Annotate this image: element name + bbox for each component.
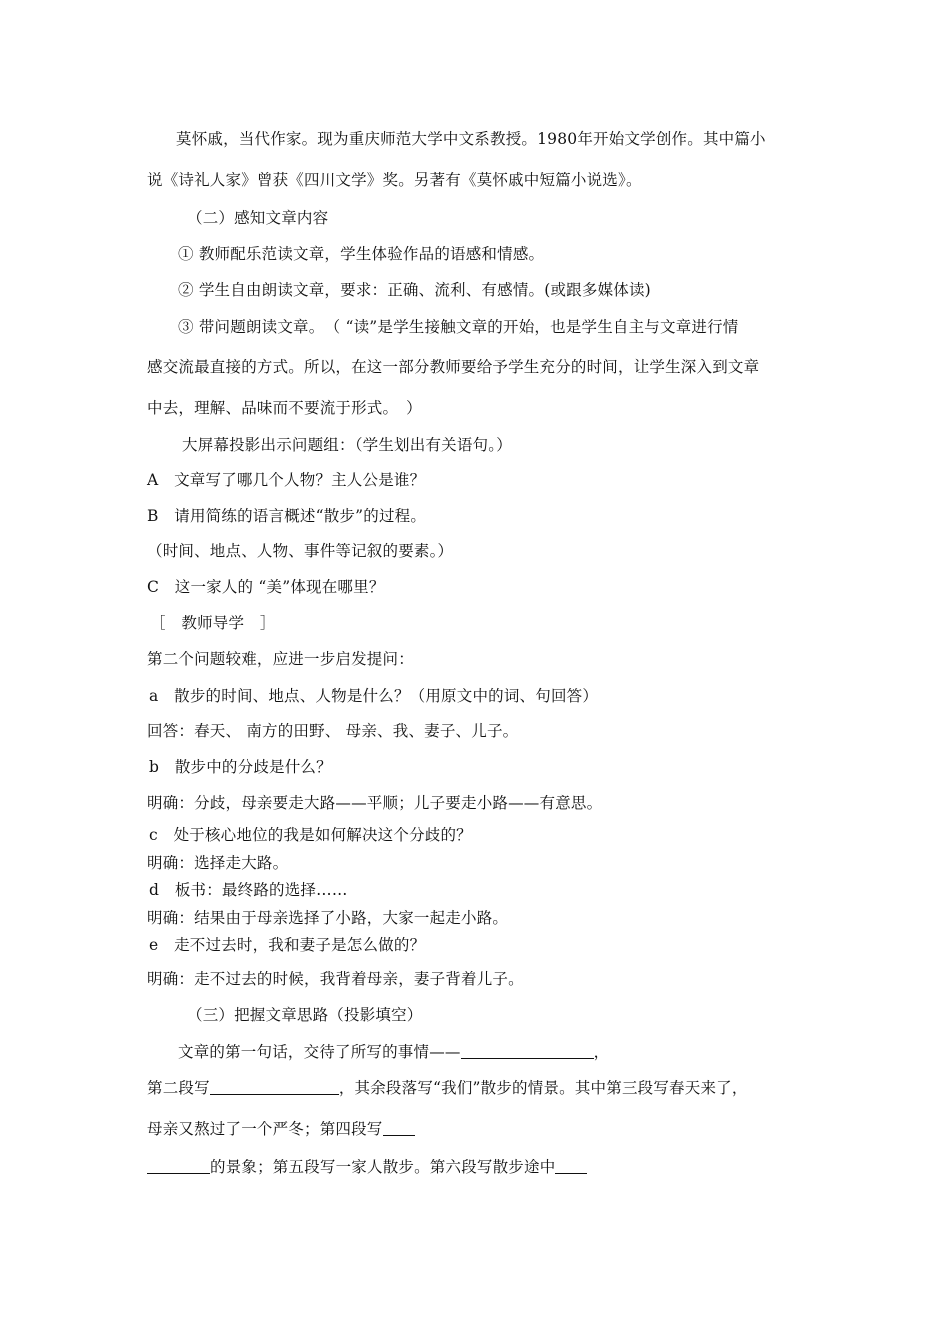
question-b: B 请用简练的语言概述“散步”的过程。 [147,507,427,525]
step-3-line-2: 感交流最直接的方式。所以，在这一部分教师要给予学生充分的时间，让学生深入到文章 [147,358,760,376]
guide-e: e 走不过去时，我和妻子是怎么做的？ [149,936,426,954]
guide-d: d 板书：最终路的选择…… [149,881,348,899]
question-c: C 这一家人的 “美”体现在哪里？ [147,578,385,596]
step-3-line-3: 中去，理解、品味而不要流于形式。 ） [147,399,422,417]
section-heading-3: （三）把握文章思路（投影填空） [187,1006,423,1024]
fill-text: ，其余段落写“我们”散步的情景。其中第三段写春天来了， [338,1079,748,1097]
step-3-line-1: ③ 带问题朗读文章。 （ “读”是学生接触文章的开始，也是学生自主与文章进行情 [178,318,739,336]
fill-line-4 [147,1155,587,1177]
fill-line-3 [147,1117,415,1139]
question-b-note: （时间、地点、人物、事件等记叙的要素。） [147,542,454,560]
step-2: ② 学生自由朗读文章，要求：正确、流利、有感情。(或跟多媒体读) [178,281,651,299]
answer-d: 明确：结果由于母亲选择了小路，大家一起走小路。 [147,909,509,927]
fill-blank [210,1079,339,1096]
bio-line-1: 莫怀戚，当代作家。现为重庆师范大学中文系教授。1980年开始文学创作。其中篇小 [176,130,766,148]
step-1: ① 教师配乐范读文章，学生体验作品的语感和情感。 [178,245,545,263]
guide-c: c 处于核心地位的我是如何解决这个分歧的？ [149,826,472,844]
fill-blank [383,1120,415,1137]
answer-e: 明确：走不过去的时候，我背着母亲，妻子背着儿子。 [147,970,524,988]
question-group-intro: 大屏幕投影出示问题组：（学生划出有关语句。） [182,436,512,454]
answer-a: 回答：春天、 南方的田野、 母亲、我、妻子、儿子。 [147,722,519,740]
answer-b: 明确：分歧，母亲要走大路——平顺；儿子要走小路——有意思。 [147,794,603,812]
fill-blank [461,1043,594,1060]
fill-text: 母亲又熬过了一个严冬；第四段写 [147,1120,383,1138]
answer-c: 明确：选择走大路。 [147,854,289,872]
guide-b: b 散步中的分歧是什么？ [149,758,332,776]
teacher-guide-heading: ［ 教师导学 ］ [150,614,276,632]
bio-line-2: 说《诗礼人家》曾获《四川文学》奖。另著有《莫怀戚中短篇小说选》。 [147,171,642,189]
section-heading-2: （二）感知文章内容 [187,209,329,227]
guide-intro: 第二个问题较难，应进一步启发提问： [147,650,414,668]
question-a: A 文章写了哪几个人物？主人公是谁？ [147,471,426,489]
fill-text: ， [593,1043,610,1061]
fill-text: 第二段写 [147,1079,210,1097]
fill-text: 文章的第一句话，交待了所写的事情—— [178,1043,461,1061]
guide-a: a 散步的时间、地点、人物是什么？（用原文中的词、句回答） [149,687,599,705]
fill-line-1 [178,1040,609,1062]
fill-blank [555,1158,587,1175]
fill-text: 的景象；第五段写一家人散步。第六段写散步途中 [210,1158,556,1176]
fill-line-2 [147,1076,748,1098]
fill-blank [147,1158,210,1175]
